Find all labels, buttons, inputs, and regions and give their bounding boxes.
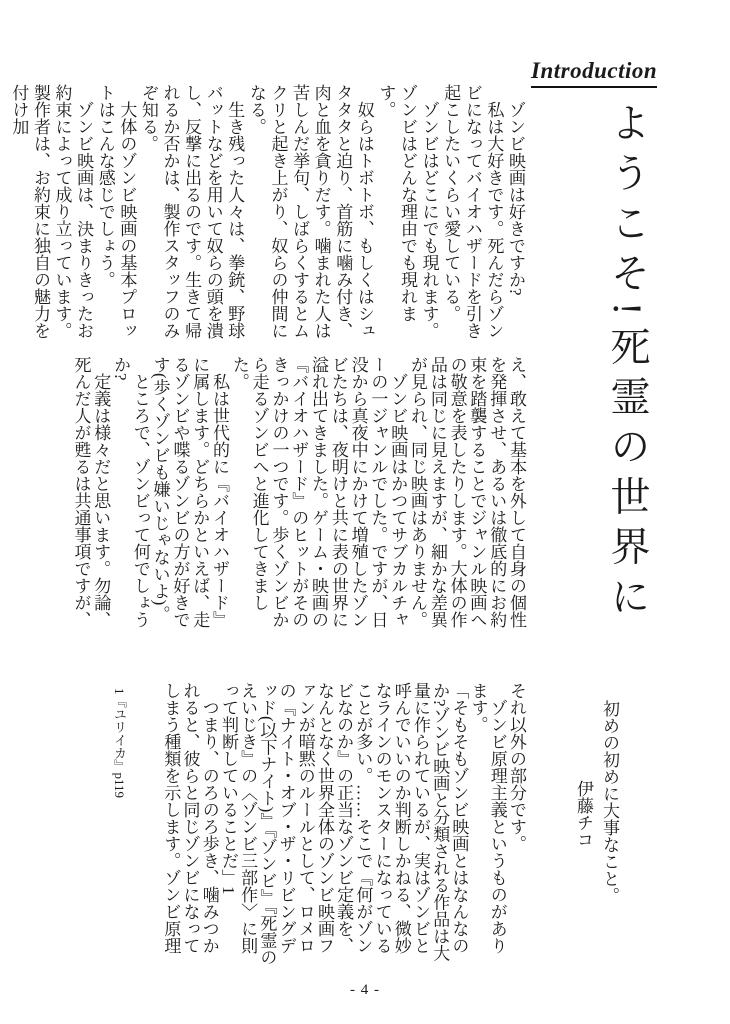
section-heading: 初めの初めに大事なこと。 (600, 700, 619, 904)
paragraph: 大体のゾンビ映画の基本プロットはこんな感じでしょう。 (95, 84, 137, 339)
paragraph: 「そもそもゾンビ映画とはなんなのか?ゾンビ映画と分類される作品は大量に作られているが、実はゾンビと呼んでいいのか判断しかねる、微妙なラインのモンスターになっていることが多い。……そこで『何がゾンビなのか』の正当なゾンビ定義を、なんとなく世界全体のゾンビ映画ファンが暗黙のルールとして、ロメロの『ナイト・オブ・ザ・リビングデッド(以下ナイト)』『ゾンビ』『死霊のえいじき』の〈ゾンビ三部作〉に則って判断していることだ」1 (218, 682, 469, 966)
page-title: ようこそ!死霊の世界に (605, 102, 650, 626)
paragraph: ゾンビ映画はかつてサブカルチャーの一ジャンルでした。ですが、日没から真夜中にかけて増殖したゾンビたちは、夜明けと共に表の世界に溢れ出てきました。ゲーム・映画の『バイオハザード』のヒットがそのきっかけの一つです。歩くゾンビから走るゾンビへと進化してきました。 (229, 356, 408, 628)
paragraph: ところで、ゾンビって何でしょうか? (111, 356, 150, 628)
paragraph: 私は世代的に『バイオハザード』に属します。どちらかといえば、走るゾンビや喋るゾンビの方が好きです(歩くゾンビも嫌いじゃないよ)。 (150, 356, 230, 628)
body-top-block (9, 84, 526, 346)
paragraph: ゾンビ映画は好きですか? (506, 84, 525, 296)
introduction-label: Introduction (531, 58, 657, 88)
paragraph: ゾンビはどこにでも現れます。ゾンビはどんな理由でも現れます。 (376, 84, 439, 339)
paragraph: え、敢えて基本を外して自身の個性を発揮させ、あるいは徹底的にお約束を踏襲することでジャンル映画への敬意を表したりします。大体の作品は同じに見えますが、細かな差異が見られ、同じ映画はありません。 (408, 356, 526, 628)
paragraph: 定義は様々だと思います。勿論、死んだ人が甦るは共通事項ですが、 (71, 356, 111, 628)
paragraph: ゾンビ原理主義というものがあります。 (468, 682, 507, 954)
body-lower-block (158, 682, 526, 967)
paragraph: それ以外の部分です。 (507, 682, 526, 852)
paragraph: つまり、のろのろ歩き、噛みつかれると、彼らと同じゾンビになってしまう種類を示します。ゾンビ原理 (161, 682, 219, 954)
body-middle-block (71, 356, 526, 641)
paragraph: 生き残った人々は、拳銃、野球バットなどを用いて奴らの頭を潰し、反撃に出るのです。生きて帰れるか否かは、製作スタッフのみぞ知る。 (138, 84, 245, 339)
paragraph: 私は大好きです。死んだらゾンビになってバイオハザードを引き起こしたいくらい愛している。 (441, 84, 504, 339)
page-number: - 4 - (350, 982, 380, 998)
footnote: 1『ユリイカ』p119 (112, 688, 127, 799)
paragraph: ゾンビ映画は、決まりきったお約束によって成り立っています。製作者は、お約束に独自の魅力を付け加 (9, 84, 94, 339)
paragraph: 奴らはトボトボ、もしくはシュタタタと迫り、首筋に噛み付き、肉と血を貪りだす。噛まれた人は苦しんだ挙句、しばらくするとムクリと起き上がり、奴らの仲間になる。 (246, 84, 374, 339)
author-name: 伊藤チコ (574, 780, 593, 848)
